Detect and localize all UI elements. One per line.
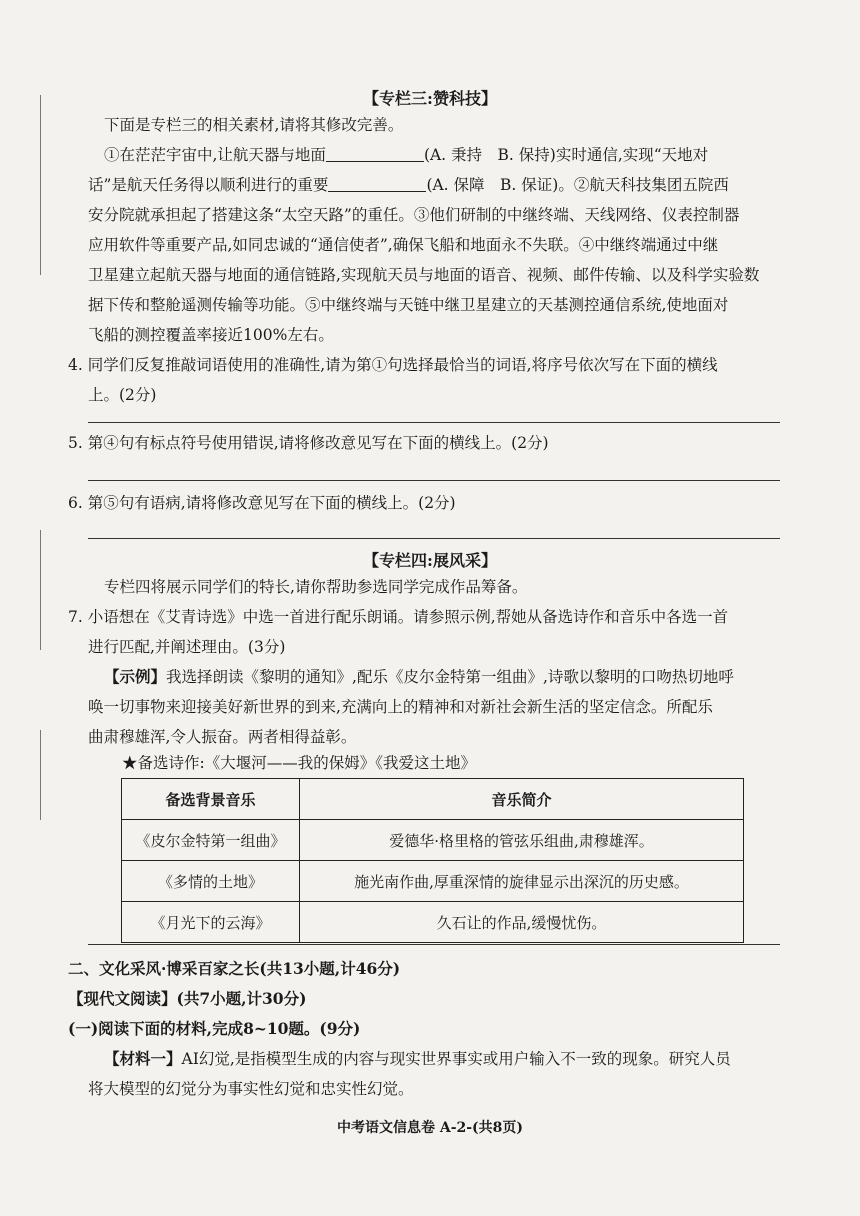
example-line: [104, 662, 734, 692]
section3-line: 应用软件等重要产品,如同忠诚的“通信使者”,确保飞船和地面永不失联。④中继终端通过中继: [88, 236, 719, 254]
table-cell: 《月光下的云海》: [122, 902, 300, 943]
section3-intro: 下面是专栏三的相关素材,请将其修改完善。: [104, 116, 404, 134]
candidate-poems: ★备选诗作:《大堰河——我的保姆》《我爱这土地》: [122, 754, 476, 772]
reading-question: (一)阅读下面的材料,完成8~10题。(9分): [68, 1019, 361, 1038]
text: 我选择朗读《黎明的通知》,配乐《皮尔金特第一组曲》,诗歌以黎明的口吻热切地呼: [166, 668, 734, 686]
question-4-cont: 上。(2分): [88, 386, 157, 404]
music-table: [121, 778, 744, 943]
material-line: 将大模型的幻觉分为事实性幻觉和忠实性幻觉。: [88, 1080, 414, 1098]
answer-line[interactable]: [88, 422, 780, 423]
answer-line[interactable]: [88, 480, 780, 481]
material-label: 【材料一】: [104, 1049, 182, 1068]
section3-line: [88, 170, 729, 200]
table-row: [122, 902, 744, 943]
margin-rule: [40, 730, 41, 820]
text: AI幻觉,是指模型生成的内容与现实世界事实或用户输入不一致的现象。研究人员: [181, 1050, 731, 1068]
section3-line: 据下传和整舱遥测传输等功能。⑤中继终端与天链中继卫星建立的天基测控通信系统,使地面对: [88, 296, 729, 314]
section3-line: 飞船的测控覆盖率接近100%左右。: [88, 326, 334, 344]
text: (A. 保障 B. 保证)。②航天科技集团五院西: [426, 176, 729, 194]
question-4: 4. 同学们反复推敲词语使用的准确性,请为第①句选择最恰当的词语,将序号依次写在下面的横线: [68, 356, 718, 374]
text: 话”是航天任务得以顺利进行的重要: [88, 176, 329, 194]
answer-line[interactable]: [88, 944, 780, 945]
table-cell: 《皮尔金特第一组曲》: [122, 820, 300, 861]
question-5: 5. 第④句有标点符号使用错误,请将修改意见写在下面的横线上。(2分): [68, 434, 549, 452]
margin-rule: [40, 95, 41, 275]
example-line: 唤一切事物来迎接美好新世界的到来,充满向上的精神和对新社会新生活的坚定信念。所配乐: [88, 698, 713, 716]
table-cell: 施光南作曲,厚重深情的旋律显示出深沉的历史感。: [300, 861, 744, 902]
table-row: [122, 861, 744, 902]
text: (A. 秉持 B. 保持)实时通信,实现“天地对: [423, 146, 709, 164]
section3-line: [104, 140, 708, 170]
part2-subtitle: 【现代文阅读】(共7小题,计30分): [68, 989, 307, 1008]
table-row: [122, 820, 744, 861]
answer-line[interactable]: [88, 538, 780, 539]
section3-line: 安分院就承担起了搭建这条“太空天路”的重任。③他们研制的中继终端、天线网络、仪表控制器: [88, 206, 740, 224]
example-line: 曲肃穆雄浑,令人振奋。两者相得益彰。: [88, 728, 357, 746]
question-7: 7. 小语想在《艾青诗选》中选一首进行配乐朗诵。请参照示例,帮她从备选诗作和音乐中各选一首: [68, 608, 729, 626]
text: ①在茫茫宇宙中,让航天器与地面: [104, 146, 326, 164]
answer-blank[interactable]: [328, 175, 426, 192]
section4-intro: 专栏四将展示同学们的特长,请你帮助参选同学完成作品筹备。: [104, 578, 528, 596]
table-cell: 久石让的作品,缓慢忧伤。: [300, 902, 744, 943]
table-cell: 爱德华·格里格的管弦乐组曲,肃穆雄浑。: [300, 820, 744, 861]
section3-line: 卫星建立起航天器与地面的通信链路,实现航天员与地面的语音、视频、邮件传输、以及科学实验数: [88, 266, 760, 284]
page-footer: 中考语文信息卷 A-2-(共8页): [336, 1120, 524, 1136]
table-header-row: [122, 779, 744, 820]
section4-title: 【专栏四:展风采】: [363, 551, 497, 570]
question-6: 6. 第⑤句有语病,请将修改意见写在下面的横线上。(2分): [68, 494, 456, 512]
question-7-cont: 进行匹配,并阐述理由。(3分): [88, 638, 286, 656]
answer-blank[interactable]: [326, 145, 424, 162]
table-header: 备选背景音乐: [122, 779, 300, 820]
section3-title: 【专栏三:赞科技】: [363, 89, 497, 108]
material-line: [104, 1044, 731, 1074]
table-header: 音乐简介: [300, 779, 744, 820]
table-cell: 《多情的土地》: [122, 861, 300, 902]
part2-title: 二、文化采风·博采百家之长(共13小题,计46分): [68, 959, 401, 978]
example-label: 【示例】: [104, 667, 167, 686]
